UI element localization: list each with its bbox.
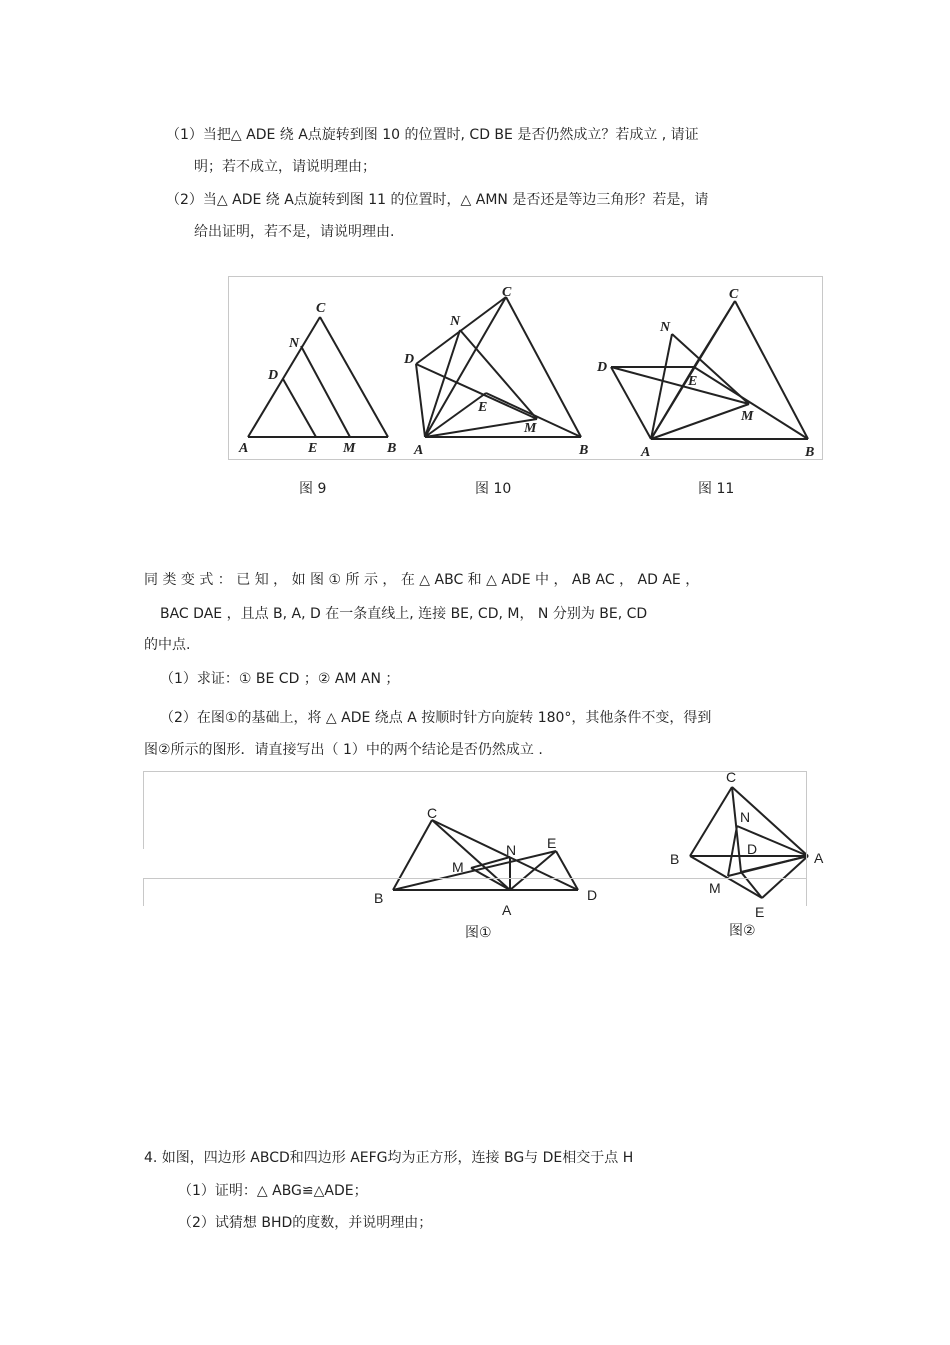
fig10-label-D: D bbox=[404, 352, 415, 367]
caption-fig10: 图 10 bbox=[475, 481, 512, 497]
q2-line2: 给出证明，若不是，请说明理由. bbox=[194, 224, 395, 240]
figure-frame-right bbox=[806, 771, 807, 906]
figure-10-lines bbox=[416, 297, 581, 437]
q4-line1: 4. 如图，四边形 ABCD和四边形 AEFG均为正方形，连接 BG与 DE相交于点 H bbox=[144, 1150, 634, 1166]
fig10-label-B: B bbox=[579, 443, 589, 458]
fig11-label-B: B bbox=[805, 445, 815, 460]
fig9-label-E: E bbox=[308, 441, 318, 456]
fig2-label-B: B bbox=[670, 851, 680, 867]
fig2-label-A: A bbox=[814, 850, 824, 866]
figure-frame-left-lower bbox=[143, 878, 144, 906]
fig2-label-M: M bbox=[709, 880, 721, 896]
fig9-label-N: N bbox=[289, 336, 300, 351]
figure-frame-mid bbox=[143, 878, 807, 879]
fig11-label-N: N bbox=[660, 320, 671, 335]
figure-1-lines bbox=[393, 820, 578, 890]
fig1-label-E: E bbox=[547, 835, 557, 851]
fig2-label-D: D bbox=[747, 841, 758, 857]
fig11-label-E: E bbox=[688, 374, 698, 389]
caption-fig2: 图② bbox=[729, 923, 756, 939]
fig11-label-A: A bbox=[641, 445, 651, 460]
figure-frame-top bbox=[143, 771, 807, 772]
variant-line2: BAC DAE ，且点 B, A, D 在一条直线上, 连接 BE, CD, M， N 分别为 BE, CD bbox=[160, 606, 648, 622]
q4-line2: （1）证明：△ ABG≌△ADE； bbox=[178, 1183, 368, 1199]
fig1-label-C: C bbox=[427, 805, 438, 821]
figure-11-lines bbox=[611, 301, 808, 439]
fig9-label-D: D bbox=[268, 368, 279, 383]
fig2-label-C: C bbox=[726, 769, 737, 785]
fig10-label-A: A bbox=[414, 443, 424, 458]
fig9-label-M: M bbox=[343, 441, 356, 456]
fig1-label-D: D bbox=[587, 887, 598, 903]
fig1-label-M: M bbox=[452, 859, 464, 875]
fig11-label-C: C bbox=[729, 287, 739, 302]
variant-line5: （2）在图①的基础上，将 △ ADE 绕点 A 按顺时针方向旋转 180°，其他条件不变，得到 bbox=[160, 710, 712, 726]
fig11-label-D: D bbox=[597, 360, 608, 375]
fig9-label-A: A bbox=[239, 441, 249, 456]
variant-line6: 图②所示的图形．请直接写出（ 1）中的两个结论是否仍然成立 . bbox=[144, 742, 543, 758]
fig1-label-A: A bbox=[502, 902, 512, 918]
caption-fig11: 图 11 bbox=[698, 481, 735, 497]
q2-line1: （2）当△ ADE 绕 A点旋转到图 11 的位置时，△ AMN 是否还是等边三角形？若是，请 bbox=[166, 192, 709, 208]
q1-line1: （1）当把△ ADE 绕 A点旋转到图 10 的位置时, CD BE 是否仍然成立？若成立 , 请证 bbox=[166, 127, 699, 143]
fig10-label-N: N bbox=[450, 314, 461, 329]
fig10-label-M: M bbox=[524, 421, 537, 436]
fig10-label-C: C bbox=[502, 285, 512, 300]
caption-fig9: 图 9 bbox=[299, 481, 327, 497]
fig2-label-E: E bbox=[755, 904, 765, 920]
caption-fig1: 图① bbox=[465, 925, 492, 941]
q1-line2: 明；若不成立，请说明理由； bbox=[194, 159, 376, 175]
fig1-label-N: N bbox=[506, 842, 517, 858]
variant-line1: 同 类 变 式 ： 已 知 ， 如 图 ① 所 示 ， 在 △ ABC 和 △ ADE 中 ， AB AC ， AD AE ， bbox=[144, 572, 700, 588]
fig9-label-B: B bbox=[387, 441, 397, 456]
fig11-label-M: M bbox=[741, 409, 754, 424]
fig10-label-E: E bbox=[478, 400, 488, 415]
fig1-label-B: B bbox=[374, 890, 384, 906]
variant-line4: （1）求证：① BE CD ；② AM AN ； bbox=[160, 671, 400, 687]
fig9-label-C: C bbox=[316, 301, 326, 316]
q4-line3: （2）试猜想 BHD的度数，并说明理由； bbox=[178, 1215, 433, 1231]
figure-frame-left-upper bbox=[143, 771, 144, 849]
fig2-label-N: N bbox=[740, 809, 751, 825]
variant-line3: 的中点. bbox=[144, 637, 191, 653]
